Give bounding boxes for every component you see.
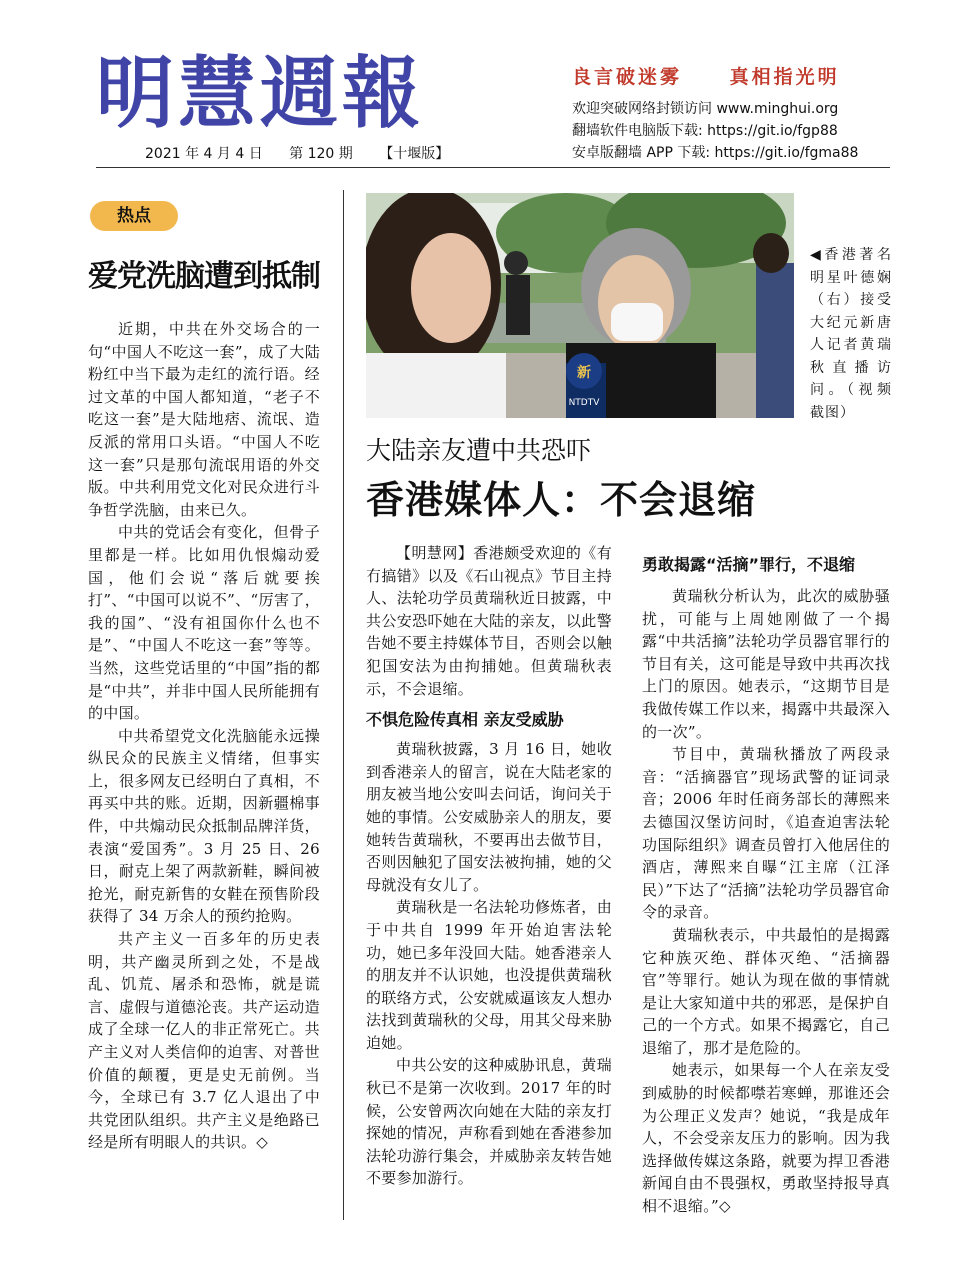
interview-photo — [366, 193, 794, 418]
article-middle-column — [366, 542, 612, 1190]
android-download-line: 安卓版翻墙 APP 下载: https://git.io/fgma88 — [572, 145, 859, 161]
masthead-rule — [96, 167, 890, 168]
paragraph: 节目中，黄瑞秋播放了两段录音：“活摘器官”现场武警的证词录音；2006 年时任商务部长的薄熙来去德国汉堡访问时，《追查迫害法轮功国际组织》调查员曾打入他居住的酒店，薄熙来自曝“江主席（江泽民）”下达了“活摘”法轮功学员器官命令的录音。 — [642, 745, 890, 922]
svg-text:新: 新 — [577, 365, 591, 381]
paragraph: 黄瑞秋披露，3 月 16 日，她收到香港亲人的留言，说在大陆老家的朋友被当地公安叫去问话，询问关于她的事情。公安威胁亲人的朋友，要她转告黄瑞秋，不要再出去做节目，否则因触犯了国安法被拘捕，她的父母就没有女儿了。 — [366, 740, 612, 894]
edition-label: 【十堰版】 — [379, 146, 450, 162]
article-kicker: 大陆亲友遭中共恐吓 — [366, 436, 592, 465]
paragraph: 黄瑞秋是一名法轮功修炼者，由于中共自 1999 年开始迫害法轮功，她已多年没回大陆。她香港亲人的朋友并不认识她，也没提供黄瑞秋的联络方式，公安就威逼该友人想办法找到黄瑞秋的父母，用其父母来胁迫她。 — [366, 898, 612, 1052]
website-line: 欢迎突破网络封锁访问 www.minghui.org — [572, 101, 839, 117]
paragraph: 共产主义一百多年的历史表明，共产幽灵所到之处，不是战乱、饥荒、屠杀和恐怖，就是谎言、虚假与道德沦丧。共产运动造成了全球一亿人的非正常死亡。共产主义对人类信仰的迫害、对普世价值的颠覆，更是史无前例。当今，全球已有 3.7 亿人退出了中共党团队组织。共产主义是绝路已经是所有明眼人的共识。◇ — [88, 930, 320, 1152]
article-right-column — [642, 553, 890, 1218]
subheading: 勇敢揭露“活摘”罪行，不退缩 — [642, 555, 856, 574]
article-headline: 香港媒体人：不会退缩 — [366, 478, 757, 522]
issue-line — [145, 143, 471, 163]
lead-paragraph: 【明慧网】香港颇受欢迎的《有冇搞错》以及《石山视点》节目主持人、法轮功学员黄瑞秋近日披露，中共公安恐吓她在大陆的亲友，以此警告她不要主持媒体节目，否则会以触犯国安法为由拘捕她。但黄瑞秋表示，不会退缩。 — [366, 544, 612, 698]
paragraph: 她表示，如果每一个人在亲友受到威胁的时候都噤若寒蝉，那谁还会为公理正义发声？她说，“我是成年人，不会受亲友压力的影响。因为我选择做传媒这条路，就要为捍卫香港新闻自由不畏强权，勇敢坚持报导真相不退缩。”◇ — [642, 1061, 890, 1216]
paragraph: 黄瑞秋分析认为，此次的威胁骚扰，可能与上周她刚做了一个揭露“中共活摘”法轮功学员器官罪行的节目有关，这可能是导致中共再次找上门的原因。她表示，“这期节目是我做传媒工作以来，揭露中共最深入的一次”。 — [642, 587, 890, 741]
access-info — [572, 98, 858, 164]
left-article-headline: 爱党洗脑遭到抵制 — [88, 259, 320, 294]
paragraph: 中共的党话会有变化，但骨子里都是一样。比如用仇恨煽动爱国，他们会说“落后就要挨打”、“中国可以说不”、“厉害了，我的国”、“没有祖国你什么也不是”、“中国人不吃这一套”等等。当然，这些党话里的“中国”指的都是“中共”，并非中国人民所能拥有的中国。 — [88, 523, 320, 723]
paragraph: 黄瑞秋表示，中共最怕的是揭露它种族灭绝、群体灭绝、“活摘器官”等罪行。她认为现在做的事情就是让大家知道中共的邪恶，是保护自己的一个方式。如果不揭露它，自己退缩了，那才是危险的。 — [642, 925, 890, 1057]
mic-label: NTDTV — [568, 398, 600, 408]
issue-number: 第 120 期 — [289, 146, 353, 162]
slogan-left: 良言破迷雾 — [572, 66, 683, 88]
hot-topic-badge: 热点 — [90, 201, 178, 231]
subheading: 不惧危险传真相 亲友受威胁 — [366, 710, 564, 730]
photo-caption: ◀香港著名明星叶德娴（右）接受大纪元新唐人记者黄瑞秋直播访问。（视频截图） — [810, 247, 892, 421]
newspaper-title: 明慧週報 — [96, 48, 425, 139]
slogan — [572, 62, 840, 89]
issue-date: 2021 年 4 月 4 日 — [145, 146, 263, 162]
desktop-download-line: 翻墙软件电脑版下载: https://git.io/fgp88 — [572, 123, 838, 139]
paragraph: 中共希望党文化洗脑能永远操纵民众的民族主义情绪，但事实上，很多网友已经明白了真相，不再买中共的账。近期，因新疆棉事件，中共煽动民众抵制品牌洋货，表演“爱国秀”。3 月 25 日、26 日，耐克上架了两款新鞋，瞬间被抢光，耐克新售的女鞋在预售阶段获得了 34 万余人的预约抢购。 — [88, 726, 320, 926]
slogan-right: 真相指光明 — [729, 66, 840, 88]
column-divider — [343, 190, 344, 1220]
paragraph: 中共公安的这种威胁讯息，黄瑞秋已不是第一次收到。2017 年的时候，公安曾两次向她在大陆的亲友打探她的情况，声称看到她在香港参加法轮功游行集会，并威胁亲友转告她不要参加游行。 — [366, 1056, 612, 1188]
left-article-body — [88, 318, 320, 1154]
paragraph: 近期，中共在外交场合的一句“中国人不吃这一套”，成了大陆粉红中当下最为走红的流行语。经过文革的中国人都知道，“老子不吃这一套”是大陆地痞、流氓、造反派的常用口头语。“中国人不吃这一套”只是那句流氓用语的外交版。中共利用党文化对民众进行斗争哲学洗脑，由来已久。 — [88, 320, 320, 519]
